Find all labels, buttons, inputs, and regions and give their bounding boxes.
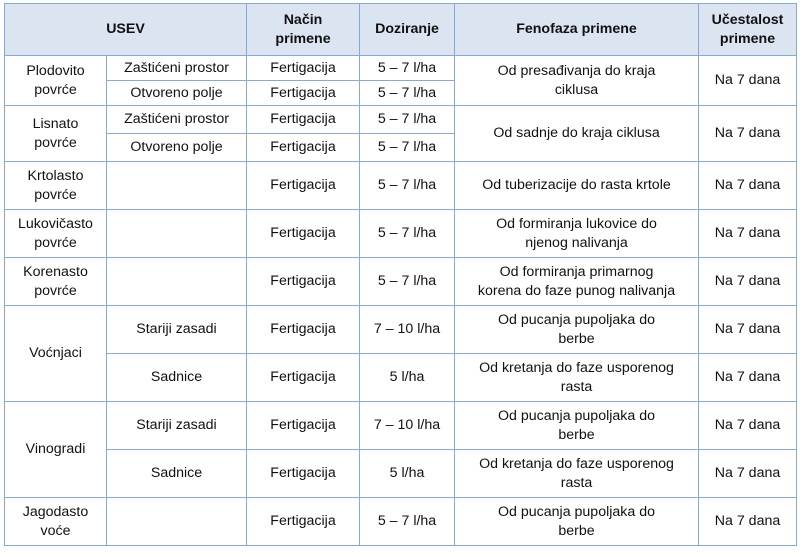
- crop-jagodasto: Jagodasto voće: [5, 498, 107, 546]
- phase-cell: Od kretanja do faze usporenog rasta: [455, 354, 699, 402]
- header-fenofaza: Fenofaza primene: [455, 4, 699, 56]
- method-cell: Fertigacija: [247, 106, 360, 134]
- sub-stariji-2: Stariji zasadi: [107, 402, 247, 450]
- method-cell: Fertigacija: [247, 162, 360, 210]
- dose-cell: 5 – 7 l/ha: [360, 210, 455, 258]
- phase-cell: Od formiranja primarnog korena do faze punog nalivanja: [455, 258, 699, 306]
- freq-cell: Na 7 dana: [699, 450, 797, 498]
- dose-cell: 5 – 7 l/ha: [360, 106, 455, 134]
- freq-cell: Na 7 dana: [699, 162, 797, 210]
- method-cell: Fertigacija: [247, 81, 360, 106]
- freq-cell: Na 7 dana: [699, 258, 797, 306]
- sub-zasticeni-1: Zaštićeni prostor: [107, 56, 247, 81]
- method-cell: Fertigacija: [247, 134, 360, 162]
- sub-empty: [107, 258, 247, 306]
- method-cell: Fertigacija: [247, 402, 360, 450]
- phase-cell: Od presađivanja do kraja ciklusa: [455, 56, 699, 106]
- dose-cell: 5 – 7 l/ha: [360, 162, 455, 210]
- crop-krtolasto: Krtolasto povrće: [5, 162, 107, 210]
- header-usev: USEV: [5, 4, 247, 56]
- fertigation-table: [4, 3, 797, 546]
- sub-empty: [107, 162, 247, 210]
- freq-cell: Na 7 dana: [699, 498, 797, 546]
- phase-cell: Od formiranja lukovice do njenog nalivanja: [455, 210, 699, 258]
- method-cell: Fertigacija: [247, 354, 360, 402]
- method-cell: Fertigacija: [247, 210, 360, 258]
- freq-cell: Na 7 dana: [699, 56, 797, 106]
- sub-otvoreno-1: Otvoreno polje: [107, 81, 247, 106]
- dose-cell: 5 – 7 l/ha: [360, 134, 455, 162]
- sub-sadnice-2: Sadnice: [107, 450, 247, 498]
- sub-stariji-1: Stariji zasadi: [107, 306, 247, 354]
- method-cell: Fertigacija: [247, 258, 360, 306]
- phase-cell: Od pucanja pupoljaka do berbe: [455, 498, 699, 546]
- freq-cell: Na 7 dana: [699, 306, 797, 354]
- dose-cell: 5 – 7 l/ha: [360, 498, 455, 546]
- freq-cell: Na 7 dana: [699, 354, 797, 402]
- dose-cell: 5 – 7 l/ha: [360, 258, 455, 306]
- phase-cell: Od tuberizacije do rasta krtole: [455, 162, 699, 210]
- sub-empty: [107, 498, 247, 546]
- crop-vinogradi: Vinogradi: [5, 402, 107, 498]
- dose-cell: 5 – 7 l/ha: [360, 56, 455, 81]
- dose-cell: 7 – 10 l/ha: [360, 306, 455, 354]
- header-nacin: Način primene: [247, 4, 360, 56]
- phase-cell: Od kretanja do faze usporenog rasta: [455, 450, 699, 498]
- sub-empty: [107, 210, 247, 258]
- crop-lukovicasto: Lukovičasto povrće: [5, 210, 107, 258]
- dose-cell: 5 – 7 l/ha: [360, 81, 455, 106]
- freq-cell: Na 7 dana: [699, 210, 797, 258]
- dose-cell: 5 l/ha: [360, 354, 455, 402]
- crop-plodovito: Plodovito povrće: [5, 56, 107, 106]
- header-ucestalost: Učestalost primene: [699, 4, 797, 56]
- dose-cell: 7 – 10 l/ha: [360, 402, 455, 450]
- phase-cell: Od sadnje do kraja ciklusa: [455, 106, 699, 162]
- method-cell: Fertigacija: [247, 498, 360, 546]
- method-cell: Fertigacija: [247, 56, 360, 81]
- crop-korenasto: Korenasto povrće: [5, 258, 107, 306]
- sub-zasticeni-2: Zaštićeni prostor: [107, 106, 247, 134]
- phase-cell: Od pucanja pupoljaka do berbe: [455, 402, 699, 450]
- dose-cell: 5 l/ha: [360, 450, 455, 498]
- crop-lisnato: Lisnato povrće: [5, 106, 107, 162]
- phase-cell: Od pucanja pupoljaka do berbe: [455, 306, 699, 354]
- header-doziranje: Doziranje: [360, 4, 455, 56]
- crop-vocnjaci: Voćnjaci: [5, 306, 107, 402]
- freq-cell: Na 7 dana: [699, 106, 797, 162]
- freq-cell: Na 7 dana: [699, 402, 797, 450]
- sub-sadnice-1: Sadnice: [107, 354, 247, 402]
- sub-otvoreno-2: Otvoreno polje: [107, 134, 247, 162]
- method-cell: Fertigacija: [247, 306, 360, 354]
- method-cell: Fertigacija: [247, 450, 360, 498]
